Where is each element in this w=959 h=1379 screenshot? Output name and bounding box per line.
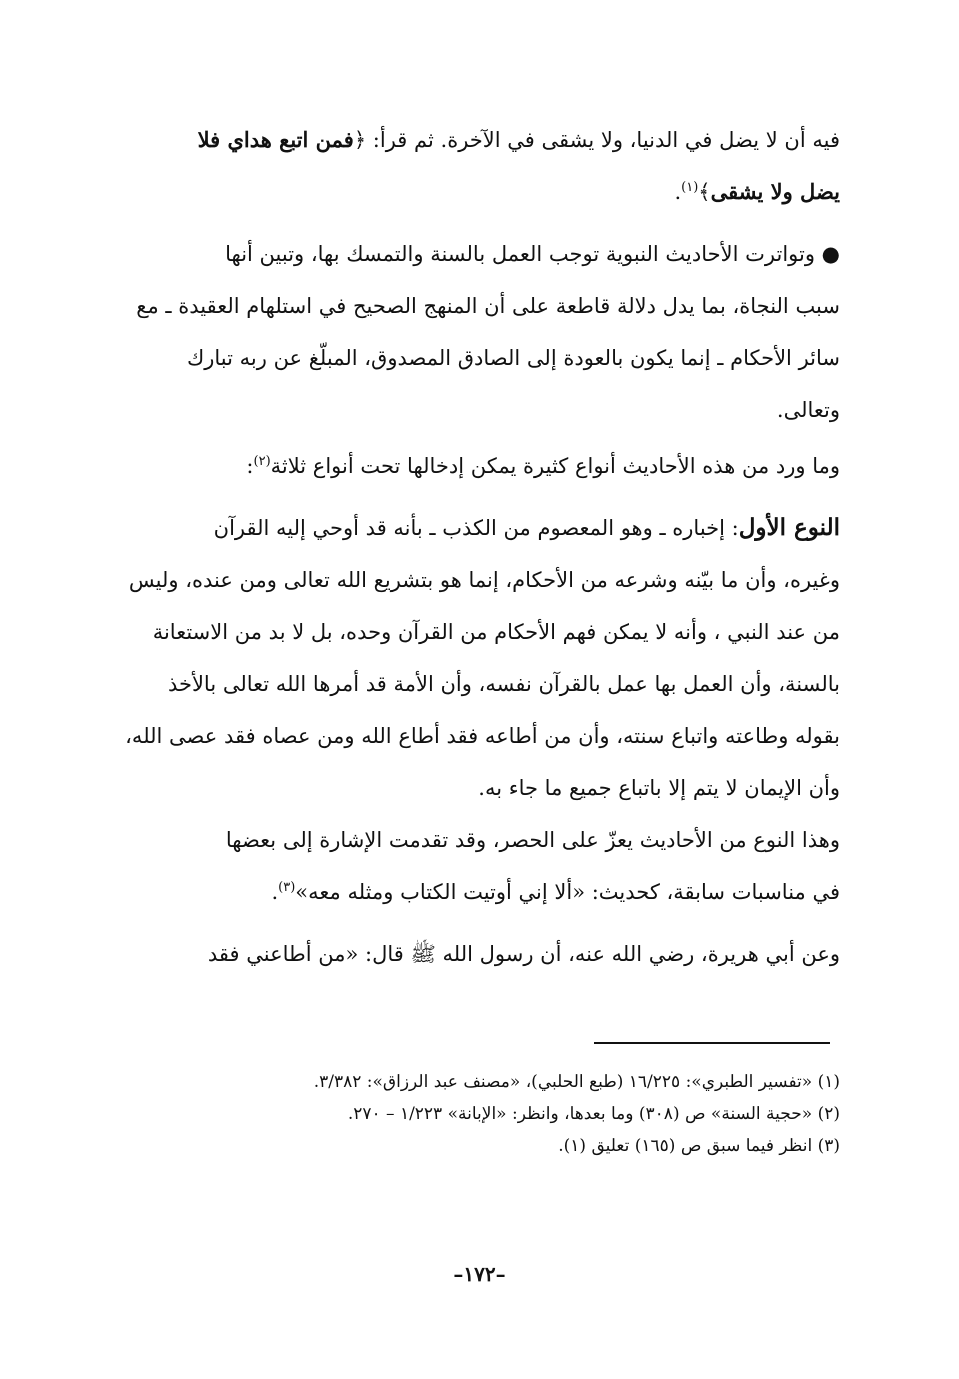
footnotes: [170, 1066, 840, 1162]
paragraph-abu-hurayra: [114, 928, 840, 980]
footnote: (١) «تفسير الطبري»: ١٦/٢٢٥ (طبع الحلبي)، «مصنف عبد الرزاق»: ٣/٣٨٢.: [313, 1072, 840, 1092]
paragraph-types-intro: [114, 440, 840, 492]
text-line: [114, 866, 840, 918]
footnote-separator: [594, 1042, 830, 1044]
text-line: ● وتواترت الأحاديث النبوية توجب العمل بالسنة والتمسك بها، وتبين أنها: [225, 242, 840, 266]
footnote-ref: (٢): [253, 454, 271, 469]
footnote-ref: (٣): [278, 880, 296, 895]
text-line: سبب النجاة، بما يدل دلالة قاطعة على أن المنهج الصحيح في استلهام العقيدة ـ مع: [136, 294, 840, 318]
paragraph-quran-verse: [114, 114, 840, 218]
footnote-ref: (١): [681, 180, 699, 195]
line-text: وما ورد من هذه الأحاديث أنواع كثيرة يمكن إدخالها تحت أنواع ثلاثة: [270, 454, 840, 478]
punctuation: .: [271, 880, 279, 904]
text-line: بقوله وطاعته واتباع سنته، وأن من أطاعه فقد أطاع الله ومن عصاه فقد عصى الله،: [125, 724, 840, 748]
verse-text: فمن اتبع هداي فلا: [197, 127, 354, 152]
section-heading: النوع الأول: [738, 514, 840, 541]
verse-text: يضل ولا يشقى: [710, 179, 840, 204]
text-line: وتعالى.: [776, 398, 840, 422]
footnote: (٣) انظر فيما سبق ص (١٦٥) تعليق (١).: [558, 1136, 840, 1156]
punctuation: .: [674, 180, 682, 204]
text-line: من عند النبي ، وأنه لا يمكن فهم الأحكام من القرآن وحده، بل لا بد من الاستعانة: [152, 620, 840, 644]
bracket: ﴾: [698, 180, 711, 204]
text-line: بالسنة، وأن العمل بها عمل بالقرآن نفسه، وأن الأمة قد أمرها الله تعالى بالأخذ: [167, 672, 840, 696]
text-line: سائر الأحكام ـ إنما يكون بالعودة إلى الصادق المصدوق، المبلّغ عن ربه تبارك: [186, 346, 840, 370]
text-line: [114, 114, 840, 166]
paragraph-tawatur: [114, 228, 840, 436]
line-text: : إخباره ـ وهو المعصوم من الكذب ـ بأنه قد أوحي إليه القرآن: [213, 516, 739, 540]
paragraph-first-type: [114, 502, 840, 814]
text-line: [114, 440, 840, 492]
text-line: [114, 166, 840, 218]
text-line: وغيره، وأن ما بيّنه وشرعه من الأحكام، إنما هو بتشريع الله تعالى ومن عنده، وليس: [128, 568, 840, 592]
text-line: وعن أبي هريرة، رضي الله عنه، أن رسول الله ﷺ قال: «من أطاعني فقد: [207, 942, 840, 966]
punctuation: :: [246, 454, 254, 478]
footnote: (٢) «حجية السنة» ص (٣٠٨) وما بعدها، وانظر: «الإبانة» ١/٢٢٣ – ٢٧٠.: [347, 1104, 840, 1124]
text-line: [114, 502, 840, 554]
line-text: فيه أن لا يضل في الدنيا، ولا يشقى في الآخرة. ثم قرأ: ﴿: [353, 128, 840, 152]
line-text: في مناسبات سابقة، كحديث: «ألا إني أوتيت الكتاب ومثله معه»: [295, 880, 840, 904]
text-line: وهذا النوع من الأحاديث يعزّ على الحصر، وقد تقدمت الإشارة إلى بعضها: [225, 828, 840, 852]
text-line: وأن الإيمان لا يتم إلا باتباع جميع ما جاء به.: [478, 776, 840, 800]
paragraph-hadith-example: [114, 814, 840, 918]
page-number: –١٧٢–: [453, 1262, 506, 1286]
